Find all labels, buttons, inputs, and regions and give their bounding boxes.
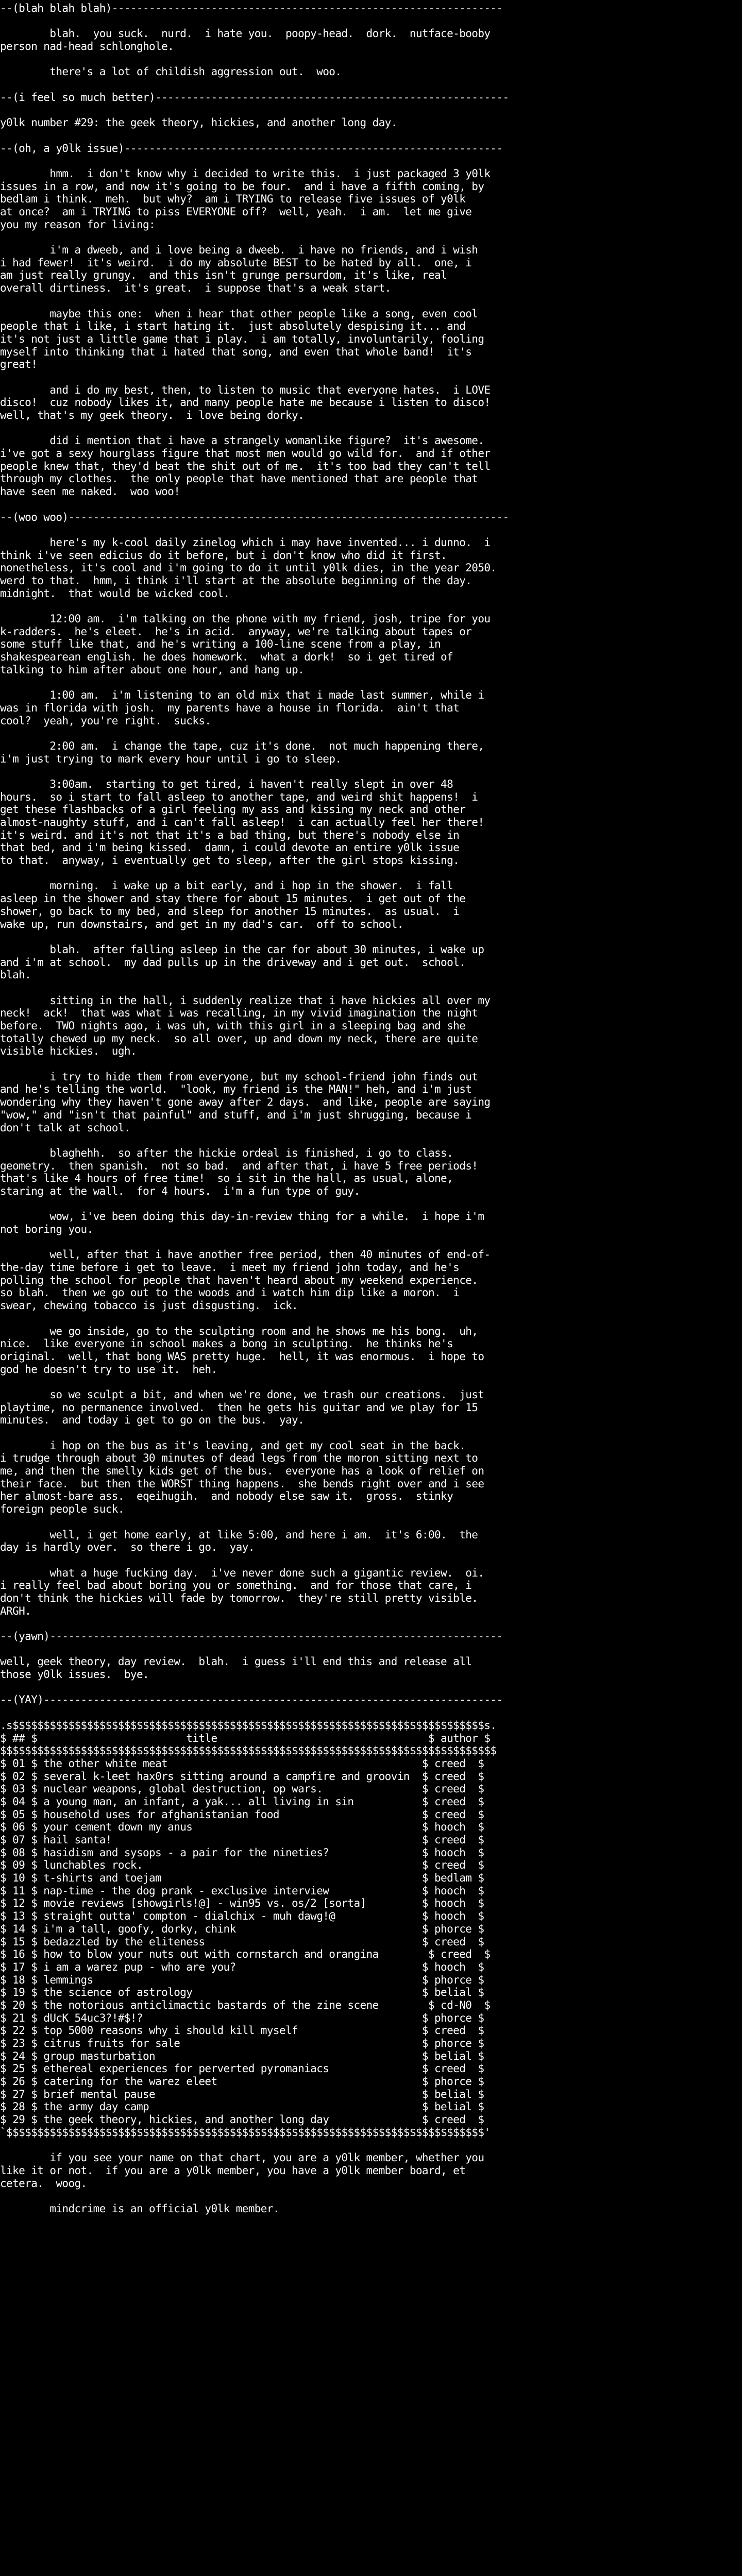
chart-row: $ 01 $ the other white meat $ creed $ [0,1757,484,1770]
text-line: so blah. then we go out to the woods and i watch him dip like a moron. i [0,1286,460,1299]
blank-line [0,498,742,511]
text-line: shakespearean english. he does homework. what a dork! so i get tired of [0,651,453,664]
blank-line [0,930,742,943]
text-line: get these flashbacks of a girl feeling my ass and kissing my neck and other [0,803,466,816]
text-line: like it or not. if you are a y0lk member, you have a y0lk member board, et [0,2164,466,2177]
section-header: --(woo woo)----------------------------------------------------------------------- [0,511,509,523]
text-line: y0lk number #29: the geek theory, hickies, and another long day. [0,116,397,129]
blank-line [0,600,742,613]
text-line: and he's telling the world. "look, my friend is the MAN!" heh, and i'm just [0,1083,472,1096]
blank-line [0,523,742,536]
text-line: hours. so i start to fall asleep to another tape, and weird shit happens! i [0,790,478,803]
blank-line [0,1198,742,1211]
chart-row: $ 22 $ top 5000 reasons why i should kill myself $ creed $ [0,2024,484,2037]
text-line: here's my k-cool daily zinelog which i may have invented... i dunno. i [0,536,491,549]
text-line: polling the school for people that haven't heard about my weekend experience. [0,1274,478,1286]
text-line: wake up, run downstairs, and get in my dad's car. off to school. [0,918,403,930]
text-line: k-radders. he's eleet. he's in acid. anyway, we're talking about tapes or [0,625,472,638]
chart-row: $ 18 $ lemmings $ phorce $ [0,1973,484,1986]
text-line: issues in a row, and now it's going to be four. and i have a fifth coming, by [0,180,484,193]
text-line: original. well, that bong WAS pretty huge. hell, it was enormous. i hope to [0,1350,484,1363]
chart-border: .s$$$$$$$$$$$$$$$$$$$$$$$$$$$$$$$$$$$$$$$$$$$$$$$$$$$$$$$$$$$$$$$$$$$$$$$$$$$$s. [0,1719,497,1732]
text-line: have seen me naked. woo woo! [0,485,180,498]
section-header: --(oh, a y0lk issue)------------------------------------------------------------- [0,142,503,155]
text-line: overall dirtiness. it's great. i suppose that's a weak start. [0,282,391,295]
text-line: god he doesn't try to use it. heh. [0,1363,217,1376]
text-line: blaghehh. so after the hickie ordeal is finished, i go to class. [0,1146,453,1159]
chart-row: $ 07 $ hail santa! $ creed $ [0,1834,484,1846]
text-line: i had fewer! it's weird. i do my absolute BEST to be hated by all. one, i [0,256,472,269]
chart-row: $ 24 $ group masturbation $ belial $ [0,2049,484,2062]
text-line: talking to him after about one hour, and hang up. [0,663,305,676]
text-line: well, i get home early, at like 5:00, and here i am. it's 6:00. the [0,1528,478,1541]
text-line: well, that's my geek theory. i love being dorky. [0,409,305,421]
chart-row: $ 17 $ i am a warez pup - who are you? $ hooch $ [0,1960,484,1973]
text-line: great! [0,358,38,371]
text-line: don't talk at school. [0,1121,130,1134]
text-line: and i'm at school. my dad pulls up in the driveway and i get out. school. [0,956,466,969]
chart-row: $ 15 $ bedazzled by the eliteness $ creed $ [0,1935,484,1948]
chart-row: $ 06 $ your cement down my anus $ hooch $ [0,1821,484,1834]
blank-line [0,371,742,384]
text-line: midnight. that would be wicked cool. [0,587,230,600]
blank-line [0,155,742,167]
text-line: shower, go back to my bed, and sleep for another 15 minutes. as usual. i [0,905,460,918]
text-line: myself into thinking that i hated that song, and even that whole band! it's [0,345,472,358]
text-line: wow, i've been doing this day-in-review thing for a while. i hope i'm [0,1210,484,1223]
text-line: i've got a sexy hourglass figure that most men would go wild for. and if other [0,447,491,460]
blank-line [0,1643,742,1656]
text-line: neck! ack! that was what i was recalling, in my vivid imagination the night [0,1007,478,1020]
blank-line [0,422,742,435]
blank-line [0,1706,742,1719]
text-line: well, geek theory, day review. blah. i guess i'll end this and release all [0,1655,472,1668]
section-header: --(i feel so much better)--------------------------------------------------------- [0,91,509,104]
text-line: that bed, and i'm being kissed. damn, i could devote an entire y0lk issue [0,841,460,854]
chart-row: $ 05 $ household uses for afghanistanian food $ creed $ [0,1808,484,1821]
text-line: person nad-head schlonghole. [0,40,174,53]
blank-line [0,867,742,880]
text-line: blah. [0,969,31,981]
chart-row: $ 29 $ the geek theory, hickies, and another long day $ creed $ [0,2113,484,2126]
blank-line [0,295,742,308]
text-line: i trudge through about 30 minutes of dead legs from the moron sitting next to [0,1452,478,1465]
text-line: wondering why they haven't gone away after 2 days. and like, people are saying [0,1096,491,1109]
text-line: people knew that, they'd beat the shit out of me. it's too bad they can't tell [0,460,491,472]
text-line: werd to that. hmm, i think i'll start at the absolute beginning of the day. [0,574,472,587]
blank-line [0,981,742,994]
text-line: foreign people suck. [0,1503,124,1516]
chart-row: $ 27 $ brief mental pause $ belial $ [0,2088,484,2100]
text-line: i really feel bad about boring you or something. and for those that care, i [0,1579,472,1592]
text-line: and i do my best, then, to listen to music that everyone hates. i LOVE [0,383,491,396]
blank-line [0,104,742,117]
blank-line [0,2139,742,2152]
section-header: --(blah blah blah)--------------------------------------------------------------- [0,2,503,14]
text-line: sitting in the hall, i suddenly realize that i have hickies all over my [0,994,491,1007]
text-line: her almost-bare ass. eqeihugih. and nobody else saw it. gross. stinky [0,1490,453,1503]
blank-line [0,2190,742,2202]
text-line: 3:00am. starting to get tired, i haven't really slept in over 48 [0,777,453,790]
text-line: cool? yeah, you're right. sucks. [0,714,211,727]
text-line: their face. but then the WORST thing happens. she bends right over and i see [0,1477,484,1490]
text-line: day is hardly over. so there i go. yay. [0,1541,255,1554]
text-line: mindcrime is an official y0lk member. [0,2202,279,2215]
text-line: there's a lot of childish aggression out. woo. [0,65,342,78]
text-line: visible hickies. ugh. [0,1045,137,1058]
text-line: that's like 4 hours of free time! so i sit in the hall, as usual, alone, [0,1172,453,1185]
text-line: don't think the hickies will fade by tomorrow. they're still pretty visible. [0,1591,478,1604]
text-line: morning. i wake up a bit early, and i hop in the shower. i fall [0,879,453,892]
chart-row: $ 08 $ hasidism and sysops - a pair for the nineties? $ hooch $ [0,1846,484,1859]
text-line: minutes. and today i get to go on the bus. yay. [0,1414,305,1427]
text-line: hmm. i don't know why i decided to write this. i just packaged 3 y0lk [0,167,491,180]
blank-line [0,231,742,244]
text-line: i'm just trying to mark every hour until i go to sleep. [0,752,342,765]
text-line: you my reason for living: [0,218,156,231]
text-line: playtime, no permanence involved. then he gets his guitar and we play for 15 [0,1401,478,1414]
chart-row: $ 23 $ citrus fruits for sale $ phorce $ [0,2037,484,2049]
text-line: me, and then the smelly kids get of the bus. everyone has a look of relief on [0,1465,484,1478]
blank-line [0,1058,742,1071]
blank-line [0,1681,742,1694]
text-line: well, after that i have another free period, then 40 minutes of end-of- [0,1248,491,1261]
blank-line [0,1617,742,1630]
text-line: disco! cuz nobody likes it, and many people hate me because i listen to disco! [0,396,491,409]
blank-line [0,1376,742,1388]
text-line: geometry. then spanish. not so bad. and after that, i have 5 free periods! [0,1159,478,1172]
section-header: --(yawn)------------------------------------------------------------------------- [0,1630,503,1642]
blank-line [0,15,742,28]
text-line: 1:00 am. i'm listening to an old mix that i made last summer, while i [0,689,484,702]
text-line: staring at the wall. for 4 hours. i'm a fun type of guy. [0,1184,360,1197]
text-line: through my clothes. the only people that have mentioned that are people that [0,472,478,485]
text-line: maybe this one: when i hear that other people like a song, even cool [0,307,478,320]
text-line: am just really grungy. and this isn't grunge persurdom, it's like, real [0,269,447,282]
chart-border: $ ## $ title $ author $ [0,1732,491,1744]
text-line: to that. anyway, i eventually get to sleep, after the girl stops kissing. [0,854,460,867]
chart-row: $ 19 $ the science of astrology $ belial $ [0,1986,484,1999]
text-line: if you see your name on that chart, you are a y0lk member, whether you [0,2151,484,2164]
chart-row: $ 14 $ i'm a tall, goofy, dorky, chink $ phorce $ [0,1922,484,1935]
blank-line [0,129,742,142]
text-line: asleep in the shower and stay there for about 15 minutes. i get out of the [0,892,466,905]
text-line: almost-naughty stuff, and i can't fall asleep! i can actually feel her there! [0,816,484,828]
text-line: think i've seen edicius do it before, but i don't know who did it first. [0,549,447,562]
text-line: "wow," and "isn't that painful" and stuff, and i'm just shrugging, because i [0,1108,472,1121]
chart-row: $ 12 $ movie reviews [showgirls!@] - win95 vs. os/2 [sorta] $ hooch $ [0,1897,484,1910]
chart-row: $ 13 $ straight outta' compton - dialchix - muh dawg!@ $ hooch $ [0,1910,484,1923]
chart-row: $ 16 $ how to blow your nuts out with cornstarch and orangina $ creed $ [0,1948,491,1961]
text-line: 2:00 am. i change the tape, cuz it's done. not much happening there, [0,739,484,752]
blank-line [0,78,742,91]
text-line: before. TWO nights ago, i was uh, with this girl in a sleeping bag and she [0,1020,466,1032]
text-line: i hop on the bus as it's leaving, and get my cool seat in the back. [0,1439,466,1452]
text-line: swear, chewing tobacco is just disgusting. ick. [0,1299,298,1312]
blank-line [0,727,742,740]
text-line: what a huge fucking day. i've never done such a gigantic review. oi. [0,1566,484,1579]
text-line: bedlam i think. meh. but why? am i TRYING to release five issues of y0lk [0,193,466,206]
blank-line [0,765,742,778]
text-line: ARGH. [0,1604,31,1617]
chart-row: $ 25 $ ethereal experiences for perverted pyromaniacs $ creed $ [0,2062,484,2075]
text-line: i'm a dweeb, and i love being a dweeb. i have no friends, and i wish [0,244,478,257]
text-line: did i mention that i have a strangely womanlike figure? it's awesome. [0,434,484,447]
text-line: we go inside, go to the sculpting room and he shows me his bong. uh, [0,1325,478,1337]
text-line: not boring you. [0,1223,93,1235]
chart-row: $ 02 $ several k-leet hax0rs sitting around a campfire and groovin $ creed $ [0,1770,484,1783]
chart-border: `$$$$$$$$$$$$$$$$$$$$$$$$$$$$$$$$$$$$$$$$$$$$$$$$$$$$$$$$$$$$$$$$$$$$$$$$$$$$$' [0,2126,491,2139]
blank-line [0,1554,742,1567]
text-line: the-day time before i get to leave. i meet my friend john today, and he's [0,1261,460,1274]
text-line: so we sculpt a bit, and when we're done, we trash our creations. just [0,1388,484,1401]
chart-row: $ 11 $ nap-time - the dog prank - exclusive interview $ hooch $ [0,1884,484,1897]
chart-row: $ 26 $ catering for the warez eleet $ phorce $ [0,2075,484,2088]
blank-line [0,1516,742,1529]
text-line: totally chewed up my neck. so all over, up and down my neck, there are quite [0,1032,478,1045]
text-line: it's weird. and it's not that it's a bad thing, but there's nobody else in [0,828,460,841]
chart-row: $ 04 $ a young man, an infant, a yak... all living in sin $ creed $ [0,1795,484,1808]
chart-row: $ 10 $ t-shirts and toejam $ bedlam $ [0,1872,484,1885]
blank-line [0,1312,742,1325]
blank-line [0,1134,742,1147]
text-line: was in florida with josh. my parents have a house in florida. ain't that [0,701,460,714]
text-line: nonetheless, it's cool and i'm going to do it until y0lk dies, in the year 2050. [0,562,497,574]
text-line: some stuff like that, and he's writing a 100-line scene from a play, in [0,638,441,651]
chart-row: $ 09 $ lunchables rock. $ creed $ [0,1859,484,1872]
chart-row: $ 21 $ dUcK 54uc3?!#$!? $ phorce $ [0,2011,484,2024]
text-line: it's not just a little game that i play. i am totally, involuntarily, fooling [0,332,484,345]
blank-line [0,53,742,66]
text-line: blah. you suck. nurd. i hate you. poopy-head. dork. nutface-booby [0,27,491,40]
chart-row: $ 28 $ the army day camp $ belial $ [0,2100,484,2113]
text-line: at once? am i TRYING to piss EVERYONE off? well, yeah. i am. let me give [0,206,472,218]
chart-border: $$$$$$$$$$$$$$$$$$$$$$$$$$$$$$$$$$$$$$$$$$$$$$$$$$$$$$$$$$$$$$$$$$$$$$$$$$$$$$$$ [0,1744,497,1757]
text-line: cetera. woog. [0,2177,87,2190]
text-line: 12:00 am. i'm talking on the phone with my friend, josh, tripe for you [0,613,491,625]
blank-line [0,1236,742,1249]
text-line: i try to hide them from everyone, but my school-friend john finds out [0,1070,478,1083]
blank-line [0,676,742,689]
text-line: blah. after falling asleep in the car for about 30 minutes, i wake up [0,943,484,956]
text-line: nice. like everyone in school makes a bong in sculpting. he thinks he's [0,1337,453,1350]
chart-row: $ 20 $ the notorious anticlimactic bastards of the zine scene $ cd-N0 $ [0,1998,491,2011]
text-line: those y0lk issues. bye. [0,1668,149,1681]
chart-row: $ 03 $ nuclear weapons, global destruction, op wars. $ creed $ [0,1783,484,1795]
text-line: people that i like, i start hating it. just absolutely despising it... and [0,320,466,333]
blank-line [0,1427,742,1439]
section-header: --(YAY)-------------------------------------------------------------------------- [0,1693,503,1706]
